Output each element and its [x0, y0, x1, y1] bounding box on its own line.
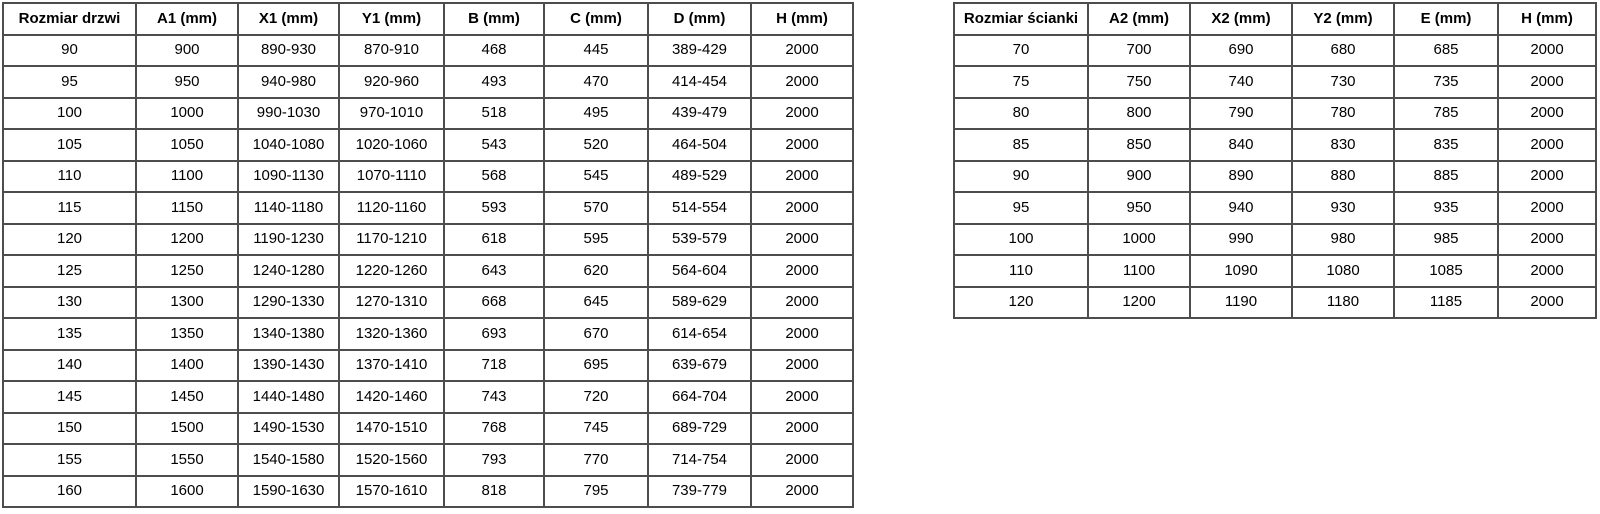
table-cell: 2000 [1498, 66, 1596, 98]
table-cell: 985 [1394, 224, 1498, 256]
table-cell: 389-429 [648, 35, 751, 67]
table-cell: 2000 [751, 381, 853, 413]
table-cell: 155 [3, 444, 136, 476]
table-cell: 695 [544, 350, 648, 382]
column-header: Rozmiar drzwi [3, 3, 136, 35]
table-cell: 545 [544, 161, 648, 193]
table-cell: 840 [1190, 129, 1292, 161]
table-cell: 1290-1330 [238, 287, 339, 319]
table-cell: 1400 [136, 350, 238, 382]
column-header: A1 (mm) [136, 3, 238, 35]
table-cell: 693 [444, 318, 544, 350]
table-cell: 1370-1410 [339, 350, 444, 382]
table-cell: 1600 [136, 476, 238, 508]
table-row [3, 318, 853, 350]
table-row [3, 66, 853, 98]
table-cell: 750 [1088, 66, 1190, 98]
table-cell: 110 [954, 255, 1088, 287]
table-cell: 720 [544, 381, 648, 413]
table-cell: 1100 [1088, 255, 1190, 287]
table-cell: 90 [954, 161, 1088, 193]
table-cell: 468 [444, 35, 544, 67]
table-cell: 793 [444, 444, 544, 476]
table-cell: 718 [444, 350, 544, 382]
table-cell: 785 [1394, 98, 1498, 130]
table-cell: 160 [3, 476, 136, 508]
table-cell: 1180 [1292, 287, 1394, 319]
table-cell: 950 [136, 66, 238, 98]
table-row [3, 35, 853, 67]
table-cell: 2000 [751, 413, 853, 445]
column-header: X2 (mm) [1190, 3, 1292, 35]
table-cell: 1320-1360 [339, 318, 444, 350]
table-cell: 2000 [1498, 255, 1596, 287]
table-row [3, 287, 853, 319]
table-cell: 110 [3, 161, 136, 193]
table-cell: 445 [544, 35, 648, 67]
table-cell: 2000 [1498, 287, 1596, 319]
wall-size-table [953, 2, 1597, 319]
table-cell: 70 [954, 35, 1088, 67]
table-cell: 90 [3, 35, 136, 67]
table-row [954, 224, 1596, 256]
table-cell: 2000 [1498, 35, 1596, 67]
table-cell: 1450 [136, 381, 238, 413]
table-cell: 1000 [1088, 224, 1190, 256]
table-cell: 1200 [1088, 287, 1190, 319]
table-cell: 120 [954, 287, 1088, 319]
table-cell: 100 [3, 98, 136, 130]
table-cell: 900 [1088, 161, 1190, 193]
table-cell: 85 [954, 129, 1088, 161]
table-cell: 885 [1394, 161, 1498, 193]
table-cell: 1190 [1190, 287, 1292, 319]
table-cell: 2000 [751, 350, 853, 382]
table-cell: 1420-1460 [339, 381, 444, 413]
table-cell: 643 [444, 255, 544, 287]
table-cell: 150 [3, 413, 136, 445]
table-cell: 830 [1292, 129, 1394, 161]
table-cell: 2000 [751, 35, 853, 67]
table-row [954, 161, 1596, 193]
column-header: X1 (mm) [238, 3, 339, 35]
column-header: B (mm) [444, 3, 544, 35]
table-cell: 645 [544, 287, 648, 319]
table-cell: 543 [444, 129, 544, 161]
table-cell: 2000 [751, 476, 853, 508]
table-cell: 2000 [751, 66, 853, 98]
table-cell: 664-704 [648, 381, 751, 413]
table-cell: 2000 [751, 444, 853, 476]
table-cell: 100 [954, 224, 1088, 256]
table-cell: 80 [954, 98, 1088, 130]
table-cell: 900 [136, 35, 238, 67]
table-cell: 1220-1260 [339, 255, 444, 287]
column-header: A2 (mm) [1088, 3, 1190, 35]
column-header: Rozmiar ścianki [954, 3, 1088, 35]
table-cell: 890-930 [238, 35, 339, 67]
table-cell: 930 [1292, 192, 1394, 224]
table-cell: 1520-1560 [339, 444, 444, 476]
table-cell: 689-729 [648, 413, 751, 445]
table-cell: 1020-1060 [339, 129, 444, 161]
column-header: C (mm) [544, 3, 648, 35]
table-cell: 539-579 [648, 224, 751, 256]
table-cell: 464-504 [648, 129, 751, 161]
table-row [3, 98, 853, 130]
table-cell: 2000 [751, 129, 853, 161]
table-row [3, 192, 853, 224]
table-cell: 95 [3, 66, 136, 98]
table-cell: 970-1010 [339, 98, 444, 130]
table-cell: 2000 [751, 318, 853, 350]
table-cell: 670 [544, 318, 648, 350]
table-row [954, 98, 1596, 130]
table-cell: 1070-1110 [339, 161, 444, 193]
table-cell: 1490-1530 [238, 413, 339, 445]
column-header: D (mm) [648, 3, 751, 35]
table-row [3, 161, 853, 193]
table-cell: 589-629 [648, 287, 751, 319]
table-cell: 714-754 [648, 444, 751, 476]
table-cell: 800 [1088, 98, 1190, 130]
table-cell: 980 [1292, 224, 1394, 256]
header-row [954, 3, 1596, 35]
wall-size-table-header [954, 3, 1596, 35]
table-cell: 740 [1190, 66, 1292, 98]
table-cell: 570 [544, 192, 648, 224]
table-row [954, 287, 1596, 319]
table-row [3, 381, 853, 413]
table-cell: 2000 [751, 255, 853, 287]
table-cell: 2000 [751, 224, 853, 256]
table-cell: 743 [444, 381, 544, 413]
table-row [3, 413, 853, 445]
table-row [954, 35, 1596, 67]
table-cell: 1540-1580 [238, 444, 339, 476]
table-cell: 564-604 [648, 255, 751, 287]
table-cell: 470 [544, 66, 648, 98]
table-cell: 1440-1480 [238, 381, 339, 413]
table-cell: 489-529 [648, 161, 751, 193]
table-cell: 75 [954, 66, 1088, 98]
table-cell: 2000 [751, 287, 853, 319]
table-cell: 1080 [1292, 255, 1394, 287]
table-cell: 140 [3, 350, 136, 382]
table-cell: 1040-1080 [238, 129, 339, 161]
table-cell: 1470-1510 [339, 413, 444, 445]
table-row [3, 350, 853, 382]
column-header: Y2 (mm) [1292, 3, 1394, 35]
table-cell: 1300 [136, 287, 238, 319]
table-row [954, 66, 1596, 98]
door-size-table-header [3, 3, 853, 35]
wall-size-table-body [954, 35, 1596, 319]
table-row [3, 255, 853, 287]
table-cell: 790 [1190, 98, 1292, 130]
table-cell: 680 [1292, 35, 1394, 67]
table-cell: 614-654 [648, 318, 751, 350]
column-header: H (mm) [1498, 3, 1596, 35]
door-size-table [2, 2, 854, 508]
table-cell: 1190-1230 [238, 224, 339, 256]
table-cell: 745 [544, 413, 648, 445]
table-row [954, 192, 1596, 224]
column-header: E (mm) [1394, 3, 1498, 35]
table-cell: 2000 [1498, 98, 1596, 130]
table-cell: 439-479 [648, 98, 751, 130]
table-cell: 890 [1190, 161, 1292, 193]
table-cell: 880 [1292, 161, 1394, 193]
table-cell: 950 [1088, 192, 1190, 224]
table-row [3, 224, 853, 256]
table-cell: 668 [444, 287, 544, 319]
table-cell: 518 [444, 98, 544, 130]
table-cell: 1050 [136, 129, 238, 161]
table-cell: 495 [544, 98, 648, 130]
table-cell: 835 [1394, 129, 1498, 161]
table-cell: 1000 [136, 98, 238, 130]
table-cell: 130 [3, 287, 136, 319]
table-cell: 780 [1292, 98, 1394, 130]
table-cell: 700 [1088, 35, 1190, 67]
header-row [3, 3, 853, 35]
table-cell: 770 [544, 444, 648, 476]
table-cell: 1200 [136, 224, 238, 256]
table-cell: 2000 [1498, 161, 1596, 193]
table-cell: 568 [444, 161, 544, 193]
table-cell: 2000 [751, 161, 853, 193]
table-row [3, 129, 853, 161]
table-cell: 739-779 [648, 476, 751, 508]
door-size-table-body [3, 35, 853, 508]
table-cell: 1090-1130 [238, 161, 339, 193]
table-cell: 145 [3, 381, 136, 413]
table-cell: 795 [544, 476, 648, 508]
table-cell: 2000 [751, 98, 853, 130]
table-cell: 1350 [136, 318, 238, 350]
table-cell: 1100 [136, 161, 238, 193]
table-cell: 620 [544, 255, 648, 287]
table-cell: 1240-1280 [238, 255, 339, 287]
table-cell: 1270-1310 [339, 287, 444, 319]
table-row [3, 476, 853, 508]
table-cell: 618 [444, 224, 544, 256]
table-cell: 115 [3, 192, 136, 224]
table-cell: 105 [3, 129, 136, 161]
table-cell: 730 [1292, 66, 1394, 98]
table-row [954, 129, 1596, 161]
table-cell: 1250 [136, 255, 238, 287]
table-cell: 2000 [1498, 192, 1596, 224]
column-header: H (mm) [751, 3, 853, 35]
table-cell: 593 [444, 192, 544, 224]
table-cell: 735 [1394, 66, 1498, 98]
table-cell: 1085 [1394, 255, 1498, 287]
table-cell: 595 [544, 224, 648, 256]
table-cell: 685 [1394, 35, 1498, 67]
table-cell: 940 [1190, 192, 1292, 224]
table-cell: 1170-1210 [339, 224, 444, 256]
table-cell: 493 [444, 66, 544, 98]
table-cell: 1590-1630 [238, 476, 339, 508]
table-cell: 870-910 [339, 35, 444, 67]
table-cell: 920-960 [339, 66, 444, 98]
table-cell: 2000 [751, 192, 853, 224]
table-cell: 1340-1380 [238, 318, 339, 350]
table-cell: 1140-1180 [238, 192, 339, 224]
table-cell: 1550 [136, 444, 238, 476]
table-cell: 818 [444, 476, 544, 508]
table-cell: 768 [444, 413, 544, 445]
table-cell: 135 [3, 318, 136, 350]
table-cell: 1120-1160 [339, 192, 444, 224]
table-row [954, 255, 1596, 287]
table-cell: 935 [1394, 192, 1498, 224]
table-cell: 1150 [136, 192, 238, 224]
table-cell: 520 [544, 129, 648, 161]
table-cell: 2000 [1498, 224, 1596, 256]
table-cell: 1390-1430 [238, 350, 339, 382]
table-cell: 1090 [1190, 255, 1292, 287]
column-header: Y1 (mm) [339, 3, 444, 35]
table-cell: 1185 [1394, 287, 1498, 319]
table-cell: 990-1030 [238, 98, 339, 130]
table-cell: 95 [954, 192, 1088, 224]
table-cell: 850 [1088, 129, 1190, 161]
table-cell: 120 [3, 224, 136, 256]
table-cell: 639-679 [648, 350, 751, 382]
table-cell: 990 [1190, 224, 1292, 256]
table-cell: 414-454 [648, 66, 751, 98]
table-cell: 940-980 [238, 66, 339, 98]
table-cell: 125 [3, 255, 136, 287]
table-row [3, 444, 853, 476]
table-cell: 1570-1610 [339, 476, 444, 508]
table-cell: 1500 [136, 413, 238, 445]
table-cell: 514-554 [648, 192, 751, 224]
table-cell: 2000 [1498, 129, 1596, 161]
table-cell: 690 [1190, 35, 1292, 67]
